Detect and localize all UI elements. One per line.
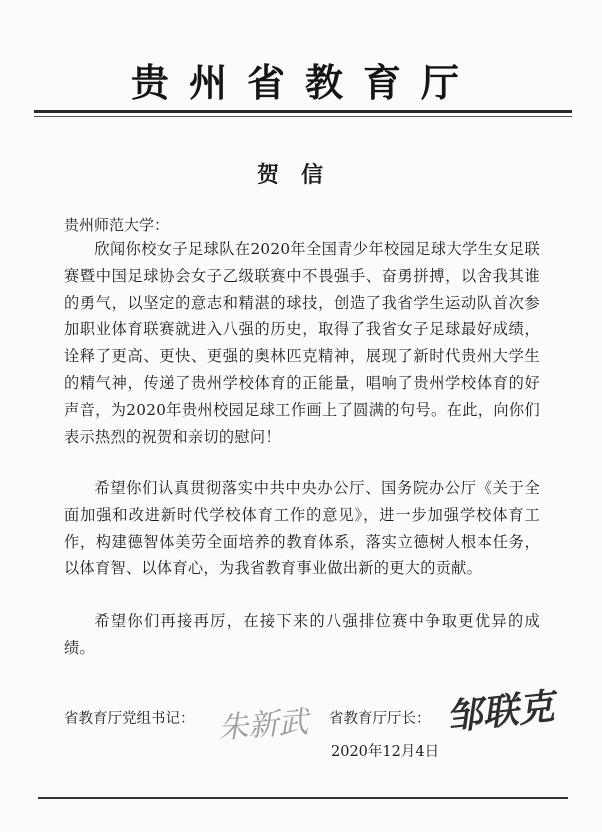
paragraph-2: 希望你们认真贯彻落实中共中央办公厅、国务院办公厅《关于全面加强和改进新时代学校体育工作的意见》，进一步加强学校体育工作，构建德智体美劳全面培养的教育体系，落实立德树人根本任务，以体育智、以体育心，为我省教育事业做出新的更大的贡献。 xyxy=(64,479,540,578)
director-label: 省教育厅厅长： xyxy=(329,711,431,727)
paragraph-1: 欣闻你校女子足球队在2020年全国青少年校园足球大学生女足联赛暨中国足球协会女子乙级联赛中不畏强手、奋勇拼搏，以舍我其谁的勇气，以坚定的意志和精湛的球技，创造了我省学生运动队首次参加职业体育联赛就进入八强的历史，取得了我省女子足球最好成绩，诠释了更高、更快、更强的奥林匹克精神，展现了新时代贵州大学生的精气神，传递了贵州学校体育的正能量，唱响了贵州学校体育的好声音，为2020年贵州校园足球工作画上了圆满的句号。在此，向你们表示热烈的祝贺和亲切的慰问！ xyxy=(64,240,540,446)
footer-rule xyxy=(38,797,568,799)
letter-date: 2020年12月4日 xyxy=(331,744,440,760)
letter-title: 贺信 xyxy=(256,162,345,188)
party-secretary-label: 省教育厅党组书记： xyxy=(64,711,195,727)
org-header: 贵州省教育厅 xyxy=(130,60,479,105)
paragraph-3: 希望你们再接再厉，在接下来的八强排位赛中争取更优异的成绩。 xyxy=(64,612,540,657)
director-signature: 邹联克 xyxy=(444,686,557,739)
header-rule xyxy=(34,110,572,113)
salutation: 贵州师范大学： xyxy=(64,216,170,234)
party-secretary-signature: 朱新武 xyxy=(217,704,310,747)
header-rule-thin xyxy=(34,116,572,117)
